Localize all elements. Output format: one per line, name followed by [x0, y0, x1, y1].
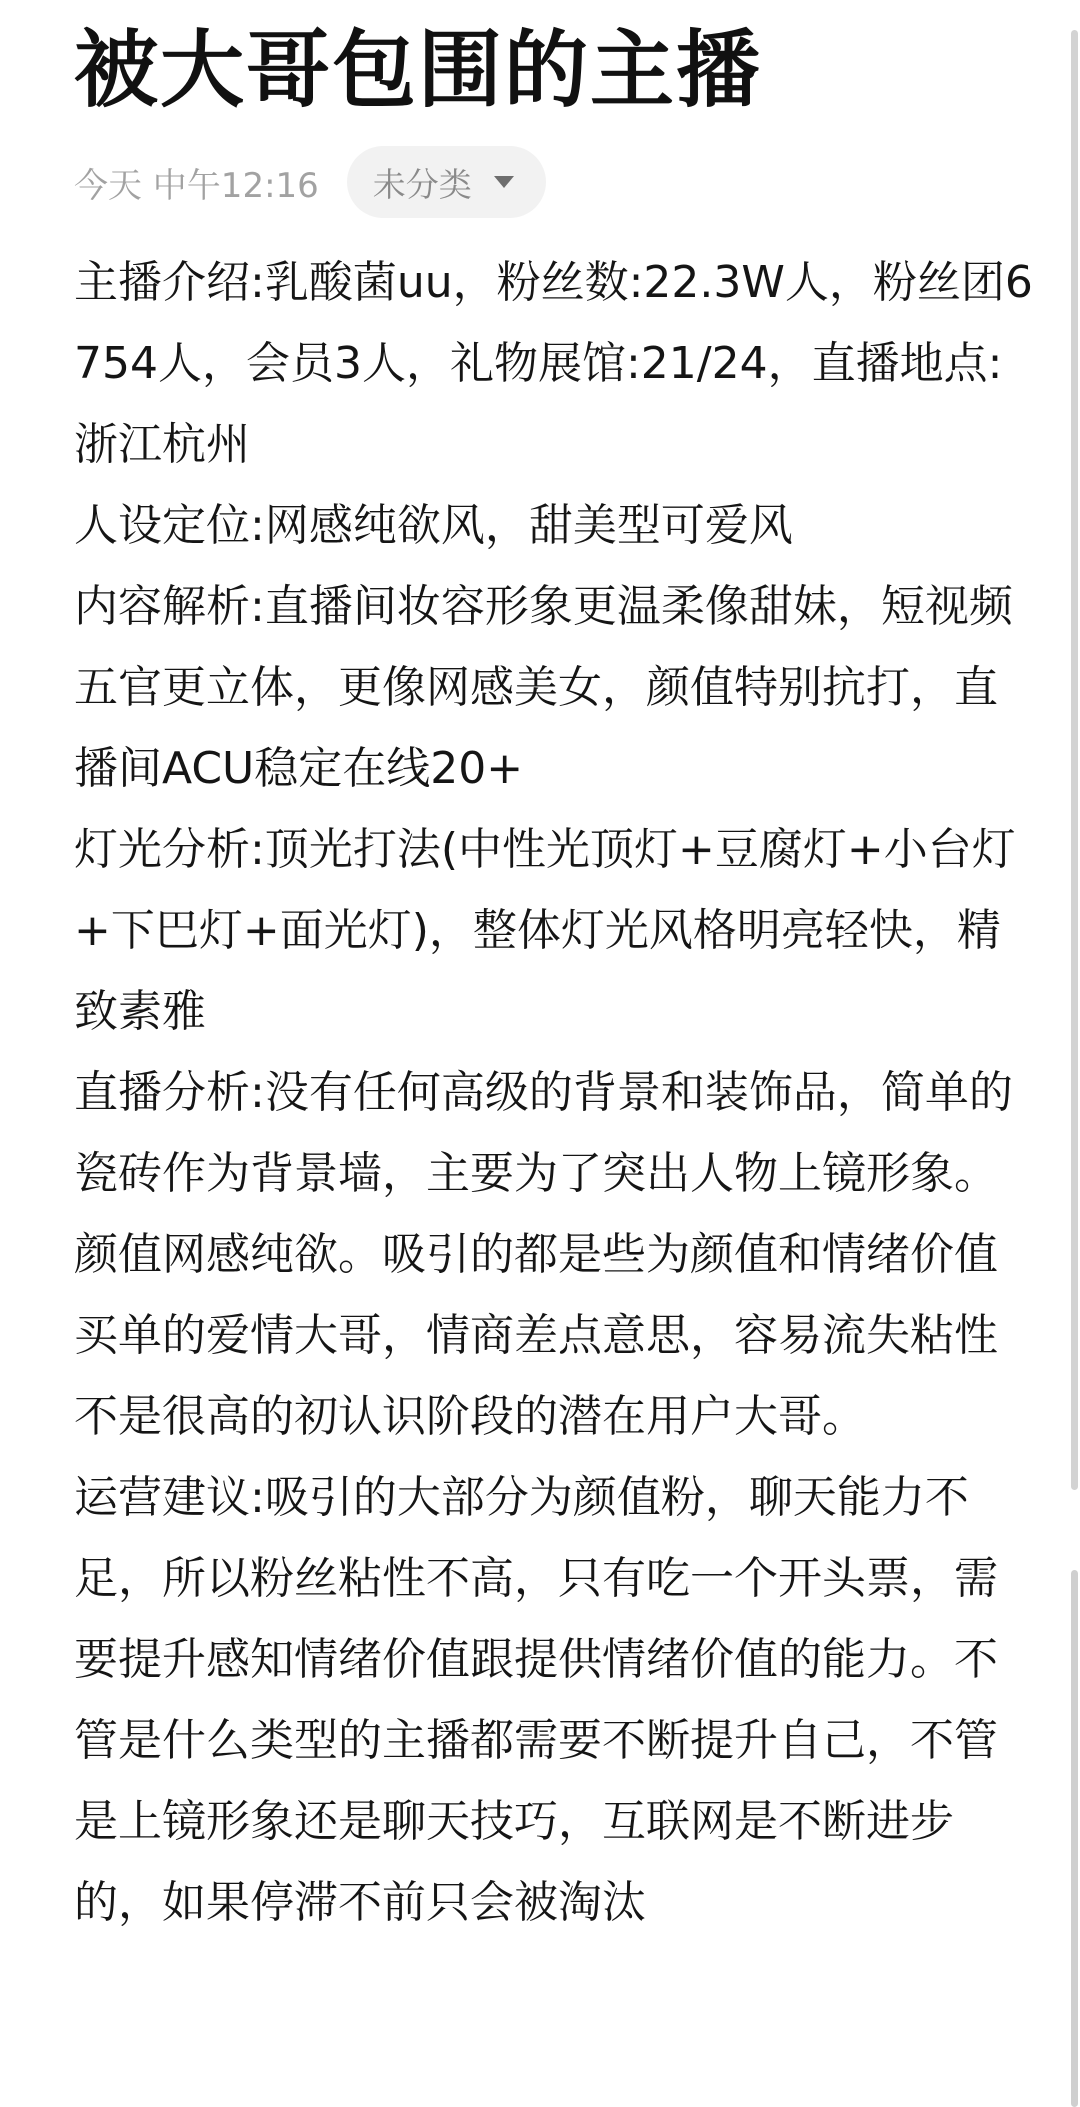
paragraph-livestream-analysis: 直播分析:没有任何高级的背景和装饰品，简单的瓷砖作为背景墙，主要为了突出人物上镜形象。颜值网感纯欲。吸引的都是些为颜值和情绪价值买单的爱情大哥，情商差点意思，容易流失粘性不是很高的初认识阶段的潜在用户大哥。 [74, 1067, 1013, 1442]
paragraph-streamer-intro: 主播介绍:乳酸菌uu，粉丝数:22.3W人，粉丝团6754人，会员3人，礼物展馆:21/24，直播地点:浙江杭州 [74, 257, 1033, 470]
scrollbar-thumb-secondary[interactable] [1071, 1570, 1078, 2107]
paragraph-lighting-analysis: 灯光分析:顶光打法(中性光顶灯+豆腐灯+小台灯+下巴灯+面光灯)，整体灯光风格明亮轻快，精致素雅 [74, 824, 1016, 1037]
note-body[interactable] [74, 242, 1034, 1943]
category-label: 未分类 [372, 164, 472, 204]
paragraph-content-analysis: 内容解析:直播间妆容形象更温柔像甜妹，短视频五官更立体，更像网感美女，颜值特别抗打，直播间ACU稳定在线20+ [74, 581, 1013, 794]
note-date: 今天 中午12:16 [74, 165, 319, 206]
scrollbar-thumb[interactable] [1071, 30, 1078, 1490]
paragraph-persona: 人设定位:网感纯欲风，甜美型可爱风 [74, 500, 793, 551]
paragraph-operation-advice: 运营建议:吸引的大部分为颜值粉，聊天能力不足，所以粉丝粘性不高，只有吃一个开头票，需要提升感知情绪价值跟提供情绪价值的能力。不管是什么类型的主播都需要不断提升自己，不管是上镜形象还是聊天技巧，互联网是不断进步的，如果停滞不前只会被淘汰 [74, 1472, 998, 1928]
category-dropdown[interactable] [347, 146, 546, 218]
triangle-down-icon [494, 176, 514, 188]
note-meta [74, 146, 1034, 218]
scrollbar[interactable] [1070, 0, 1080, 2107]
note-container [74, 0, 1034, 1943]
note-title[interactable]: 被大哥包围的主播 [74, 21, 763, 119]
